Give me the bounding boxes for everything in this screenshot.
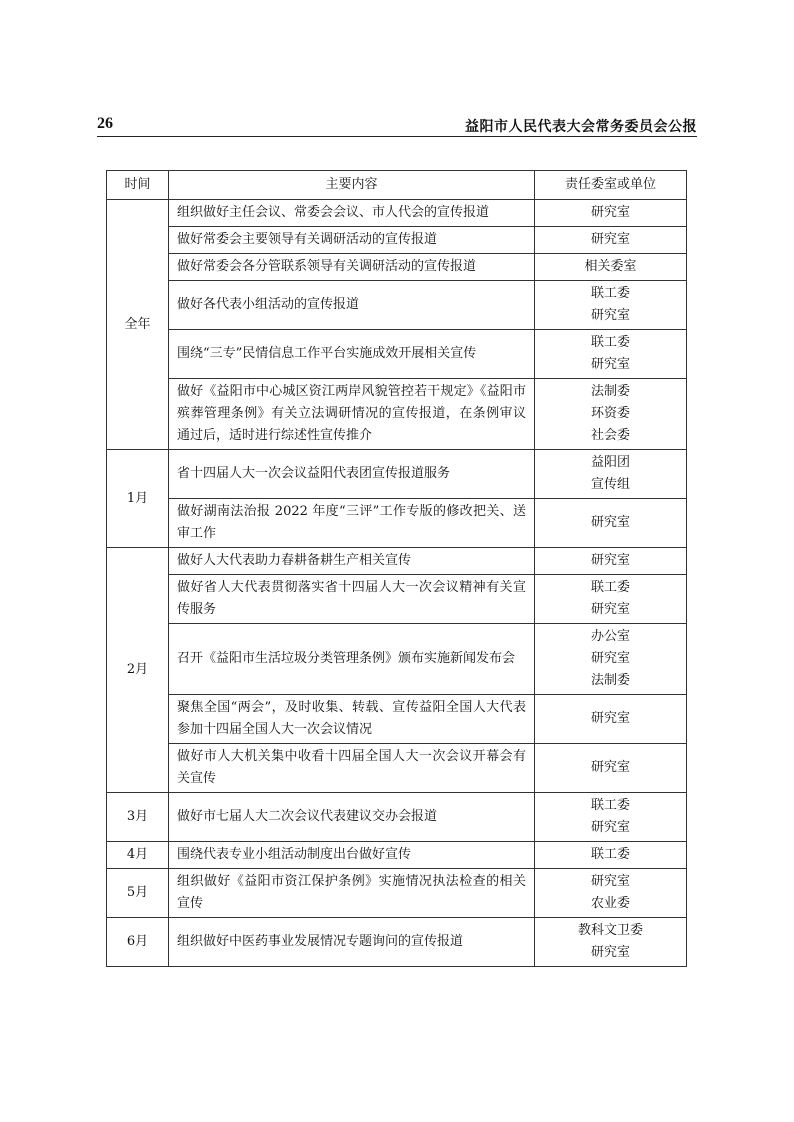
content-cell: 围绕“三专”民情信息工作平台实施成效开展相关宣传 <box>169 330 535 379</box>
unit-name: 相关委室 <box>584 259 637 274</box>
unit-cell <box>535 744 687 793</box>
content-cell: 围绕代表专业小组活动制度出台做好宣传 <box>169 842 535 869</box>
table-row <box>107 330 687 379</box>
table-header-row <box>107 171 687 200</box>
table-row <box>107 379 687 450</box>
unit-name: 研究室 <box>590 308 630 323</box>
unit-name: 研究室 <box>590 820 630 835</box>
time-cell: 4月 <box>107 842 169 869</box>
unit-name: 农业委 <box>590 896 630 911</box>
unit-name: 联工委 <box>590 286 630 301</box>
header-rule <box>97 136 697 137</box>
content-cell: 做好湖南法治报 2022 年度“三评”工作专版的修改把关、送审工作 <box>169 499 535 548</box>
unit-name: 环资委 <box>590 406 630 421</box>
unit-name: 研究室 <box>590 602 630 617</box>
table-row <box>107 918 687 967</box>
unit-name: 研究室 <box>590 651 630 666</box>
unit-cell <box>535 842 687 869</box>
content-cell: 做好省人大代表贯彻落实省十四届人大一次会议精神有关宣传服务 <box>169 575 535 624</box>
unit-name: 研究室 <box>590 205 630 220</box>
unit-name: 研究室 <box>590 945 630 960</box>
unit-cell <box>535 869 687 918</box>
table-row <box>107 254 687 281</box>
schedule-table <box>106 170 687 967</box>
unit-name: 研究室 <box>590 357 630 372</box>
time-cell: 6月 <box>107 918 169 967</box>
unit-name: 联工委 <box>590 335 630 350</box>
table-row <box>107 793 687 842</box>
unit-cell <box>535 918 687 967</box>
unit-cell <box>535 281 687 330</box>
time-cell: 3月 <box>107 793 169 842</box>
unit-name: 研究室 <box>590 515 630 530</box>
unit-name: 研究室 <box>590 553 630 568</box>
unit-cell <box>535 379 687 450</box>
table-row <box>107 281 687 330</box>
content-cell: 做好市人大机关集中收看十四届全国人大一次会议开幕会有关宣传 <box>169 744 535 793</box>
unit-cell <box>535 330 687 379</box>
content-cell: 做好常委会主要领导有关调研活动的宣传报道 <box>169 227 535 254</box>
time-cell: 2月 <box>107 548 169 793</box>
header-time: 时间 <box>107 171 169 200</box>
unit-name: 研究室 <box>590 760 630 775</box>
content-cell: 召开《益阳市生活垃圾分类管理条例》颁布实施新闻发布会 <box>169 624 535 695</box>
table-row <box>107 695 687 744</box>
unit-cell <box>535 499 687 548</box>
table-row <box>107 450 687 499</box>
table-row <box>107 227 687 254</box>
unit-name: 法制委 <box>590 673 630 688</box>
table-row <box>107 548 687 575</box>
unit-name: 教科文卫委 <box>577 923 643 938</box>
unit-name: 研究室 <box>590 232 630 247</box>
content-cell: 做好《益阳市中心城区资江两岸风貌管控若干规定》《益阳市殡葬管理条例》有关立法调研情况的宣传报道，在条例审议通过后，适时进行综述性宣传推介 <box>169 379 535 450</box>
unit-cell <box>535 450 687 499</box>
time-cell: 1月 <box>107 450 169 548</box>
time-cell: 全年 <box>107 200 169 450</box>
unit-name: 研究室 <box>590 874 630 889</box>
content-cell: 做好各代表小组活动的宣传报道 <box>169 281 535 330</box>
page-number: 26 <box>97 115 113 132</box>
table-row <box>107 869 687 918</box>
content-cell: 做好人大代表助力春耕备耕生产相关宣传 <box>169 548 535 575</box>
unit-cell <box>535 793 687 842</box>
unit-cell <box>535 227 687 254</box>
unit-cell <box>535 624 687 695</box>
table-row <box>107 200 687 227</box>
content-cell: 做好常委会各分管联系领导有关调研活动的宣传报道 <box>169 254 535 281</box>
unit-cell <box>535 695 687 744</box>
header-unit: 责任委室或单位 <box>535 171 687 200</box>
unit-cell <box>535 575 687 624</box>
publication-title: 益阳市人民代表大会常务委员会公报 <box>465 119 697 135</box>
unit-cell <box>535 254 687 281</box>
unit-name: 社会委 <box>590 428 630 443</box>
table-row <box>107 499 687 548</box>
content-cell: 组织做好中医药事业发展情况专题询问的宣传报道 <box>169 918 535 967</box>
content-cell: 聚焦全国“两会”，及时收集、转载、宣传益阳全国人大代表参加十四届全国人大一次会议情况 <box>169 695 535 744</box>
unit-cell <box>535 548 687 575</box>
content-cell: 组织做好《益阳市资江保护条例》实施情况执法检查的相关宣传 <box>169 869 535 918</box>
time-cell: 5月 <box>107 869 169 918</box>
content-cell: 做好市七届人大二次会议代表建议交办会报道 <box>169 793 535 842</box>
table-row <box>107 624 687 695</box>
unit-name: 联工委 <box>590 798 630 813</box>
unit-cell <box>535 200 687 227</box>
unit-name: 联工委 <box>590 580 630 595</box>
content-cell: 省十四届人大一次会议益阳代表团宣传报道服务 <box>169 450 535 499</box>
unit-name: 办公室 <box>590 629 630 644</box>
unit-name: 宣传组 <box>590 477 630 492</box>
table-row <box>107 842 687 869</box>
table-row <box>107 575 687 624</box>
page-header <box>97 115 697 137</box>
unit-name: 研究室 <box>590 711 630 726</box>
table-body <box>107 200 687 967</box>
unit-name: 法制委 <box>590 384 630 399</box>
unit-name: 益阳团 <box>590 455 630 470</box>
header-content: 主要内容 <box>169 171 535 200</box>
table-row <box>107 744 687 793</box>
content-cell: 组织做好主任会议、常委会会议、市人代会的宣传报道 <box>169 200 535 227</box>
unit-name: 联工委 <box>590 847 630 862</box>
